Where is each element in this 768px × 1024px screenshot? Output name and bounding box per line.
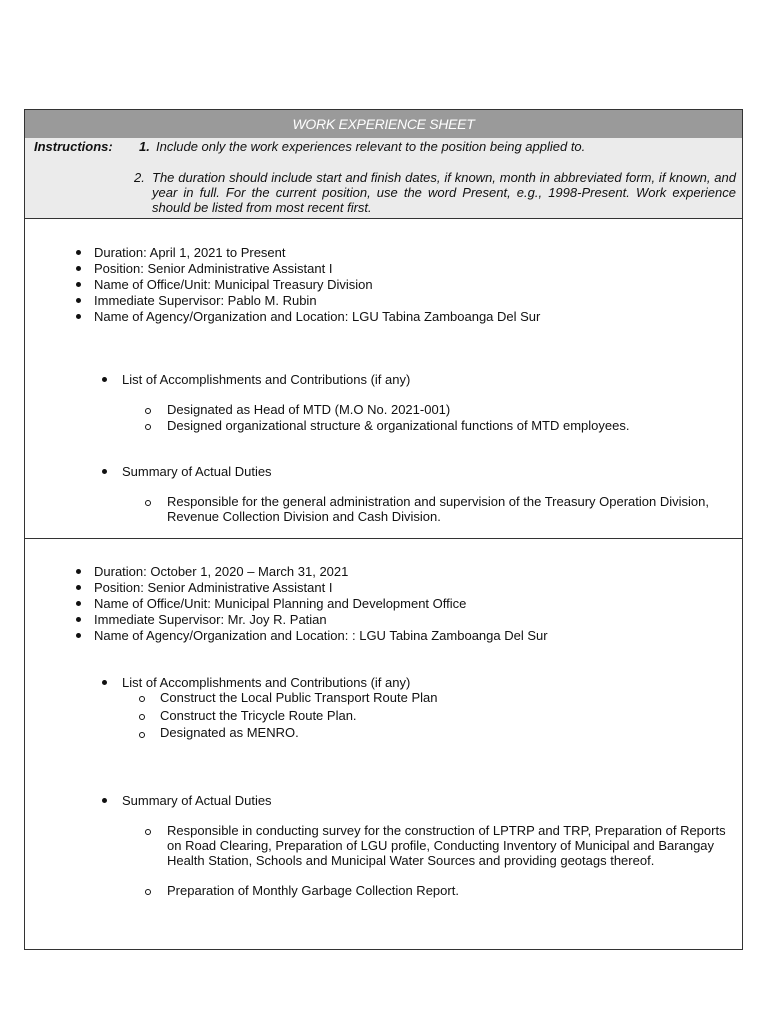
entry-2-duty: Responsible in conducting survey for the construction of LPTRP and TRP, Preparation of Reports on Road Clearing, Preparation of LGU profile, Conducting Inventory of Municipal and Barangay Health Station, Schools and Municipal Water Sources and providing geotags thereof.: [167, 823, 726, 868]
bullet-icon: [76, 617, 81, 622]
bullet-icon: [76, 314, 81, 319]
circle-bullet-icon: [145, 408, 151, 414]
entry-1-accomplishments-label: List of Accomplishments and Contributions (if any): [122, 372, 411, 387]
instruction-2-text: The duration should include start and finish dates, if known, month in abbreviated form, if known, and year in full. For the current position, use the word Present, e.g., 1998-Present. Work experience should be listed from most recent first.: [152, 170, 736, 215]
entry-1-accomplishment: Designed organizational structure & organizational functions of MTD employees.: [167, 418, 630, 433]
bullet-icon: [76, 633, 81, 638]
entry-2-agency: Name of Agency/Organization and Location: : LGU Tabina Zamboanga Del Sur: [94, 628, 548, 643]
entry-2-duties-label: Summary of Actual Duties: [122, 793, 272, 808]
entry-2-accomplishment: Construct the Local Public Transport Route Plan: [160, 690, 438, 705]
entry-divider: [25, 538, 742, 539]
bullet-icon: [102, 798, 107, 803]
entry-2-accomplishment: Designated as MENRO.: [160, 725, 299, 740]
entry-2-duration: Duration: October 1, 2020 – March 31, 2021: [94, 564, 349, 579]
entry-1-accomplishment: Designated as Head of MTD (M.O No. 2021-001): [167, 402, 451, 417]
entry-2-accomplishments-label: List of Accomplishments and Contributions (if any): [122, 675, 411, 690]
instruction-1-number: 1.: [139, 139, 150, 154]
entry-1-agency: Name of Agency/Organization and Location: LGU Tabina Zamboanga Del Sur: [94, 309, 541, 324]
instructions-label: Instructions:: [34, 139, 113, 154]
instruction-2-number: 2.: [134, 170, 145, 185]
entry-2-duty: Preparation of Monthly Garbage Collection Report.: [167, 883, 459, 898]
entry-1-duties-label: Summary of Actual Duties: [122, 464, 272, 479]
circle-bullet-icon: [145, 500, 151, 506]
instructions-box: [25, 138, 742, 219]
entry-1-duration: Duration: April 1, 2021 to Present: [94, 245, 286, 260]
circle-bullet-icon: [139, 714, 145, 720]
circle-bullet-icon: [145, 424, 151, 430]
entry-2-office: Name of Office/Unit: Municipal Planning and Development Office: [94, 596, 467, 611]
circle-bullet-icon: [145, 889, 151, 895]
instruction-1-text: Include only the work experiences relevant to the position being applied to.: [156, 139, 586, 154]
circle-bullet-icon: [139, 696, 145, 702]
bullet-icon: [102, 469, 107, 474]
circle-bullet-icon: [139, 732, 145, 738]
circle-bullet-icon: [145, 829, 151, 835]
bullet-icon: [76, 250, 81, 255]
bullet-icon: [76, 298, 81, 303]
bullet-icon: [76, 601, 81, 606]
entry-2-supervisor: Immediate Supervisor: Mr. Joy R. Patian: [94, 612, 327, 627]
bullet-icon: [102, 377, 107, 382]
bullet-icon: [102, 680, 107, 685]
entry-1-office: Name of Office/Unit: Municipal Treasury Division: [94, 277, 373, 292]
entry-2-accomplishment: Construct the Tricycle Route Plan.: [160, 708, 357, 723]
entry-1-supervisor: Immediate Supervisor: Pablo M. Rubin: [94, 293, 317, 308]
bullet-icon: [76, 266, 81, 271]
sheet-title: WORK EXPERIENCE SHEET: [25, 110, 742, 139]
bullet-icon: [76, 569, 81, 574]
entry-1-duty: Responsible for the general administration and supervision of the Treasury Operation Division, Revenue Collection Division and Cash Division.: [167, 494, 709, 524]
bullet-icon: [76, 282, 81, 287]
bullet-icon: [76, 585, 81, 590]
entry-2-position: Position: Senior Administrative Assistant I: [94, 580, 333, 595]
entry-1-position: Position: Senior Administrative Assistant I: [94, 261, 333, 276]
